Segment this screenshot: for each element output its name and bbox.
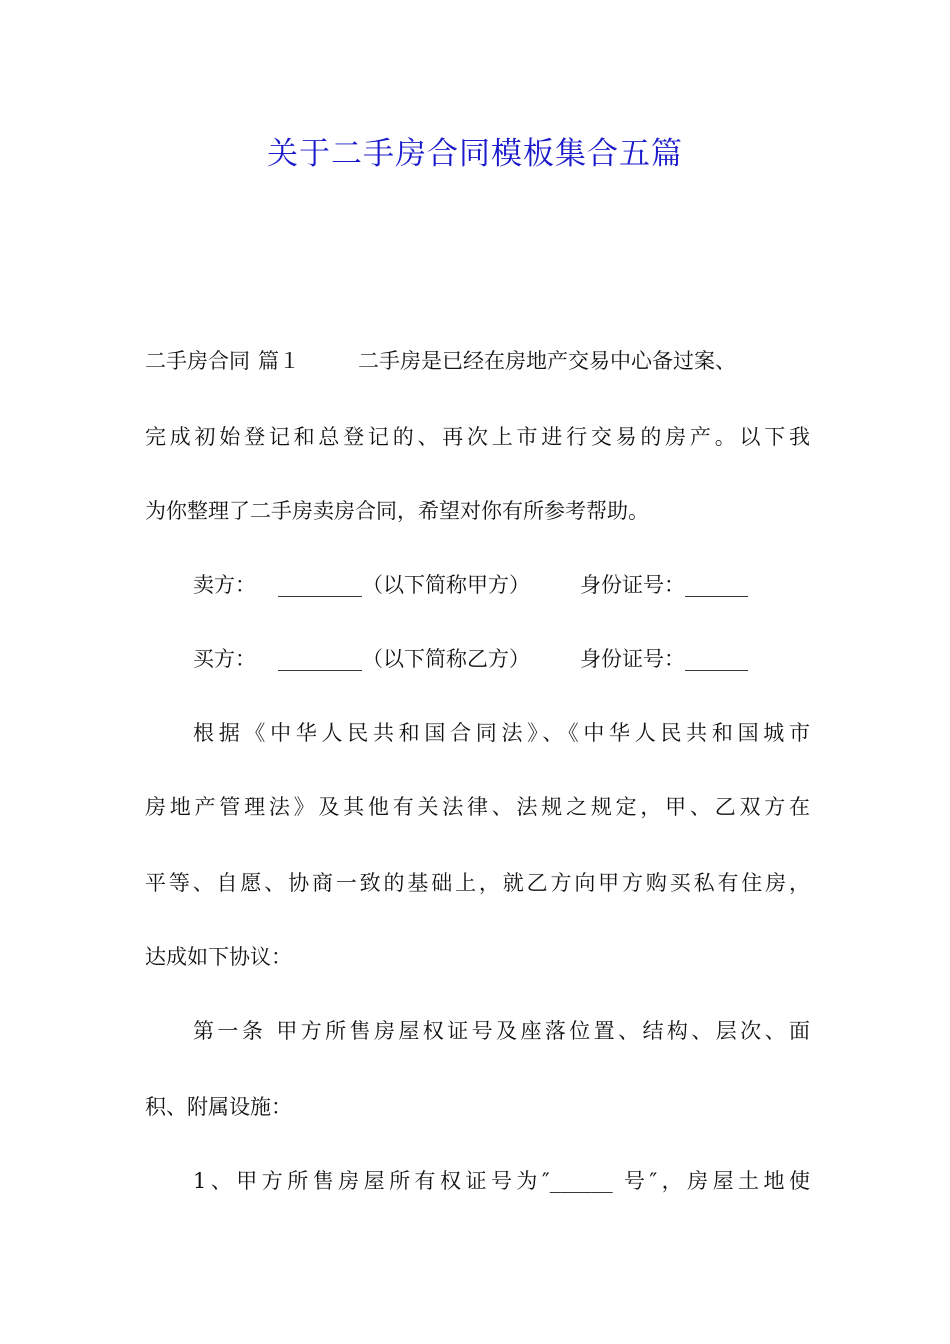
intro-label: 篇１: [258, 349, 300, 373]
buyer-id-label: 身份证号：: [580, 647, 685, 671]
basis-line-3: 平等、自愿、协商一致的基础上，就乙方向甲方购买私有住房，: [145, 871, 810, 895]
buyer-id-blank: ______: [685, 647, 748, 671]
intro-line-1: [145, 341, 810, 381]
basis-line-2: 房地产管理法》及其他有关法律、法规之规定，甲、乙双方在: [145, 795, 810, 819]
seller-label: 卖方：: [193, 573, 256, 597]
intro-text-1: 二手房是已经在房地产交易中心备过案、: [358, 349, 736, 373]
article1-line-1: 第一条 甲方所售房屋权证号及座落位置、结构、层次、面: [193, 1019, 810, 1043]
document-title: 关于二手房合同模板集合五篇: [267, 136, 683, 172]
article1-line-2: 积、附属设施：: [145, 1095, 292, 1119]
seller-name-blank: ________: [278, 573, 362, 597]
buyer-label: 买方：: [193, 647, 256, 671]
intro-line-3: 为你整理了二手房卖房合同，希望对你有所参考帮助。: [145, 499, 649, 523]
intro-heading: 二手房合同: [145, 349, 250, 373]
seller-id-blank: ______: [685, 573, 748, 597]
basis-line-4: 达成如下协议：: [145, 945, 292, 969]
buyer-note: （以下简称乙方）: [362, 647, 530, 671]
buyer-line: [193, 639, 810, 679]
seller-note: （以下简称甲方）: [362, 573, 530, 597]
buyer-name-blank: ________: [278, 647, 362, 671]
seller-line: [193, 565, 810, 605]
item1-line-1: 1、甲方所售房屋所有权证号为″______ 号″，房屋土地使: [193, 1169, 810, 1193]
intro-line-2: 完成初始登记和总登记的、再次上市进行交易的房产。以下我: [145, 425, 810, 449]
basis-line-1: 根据《中华人民共和国合同法》、《中华人民共和国城市: [193, 721, 810, 745]
seller-id-label: 身份证号：: [580, 573, 685, 597]
